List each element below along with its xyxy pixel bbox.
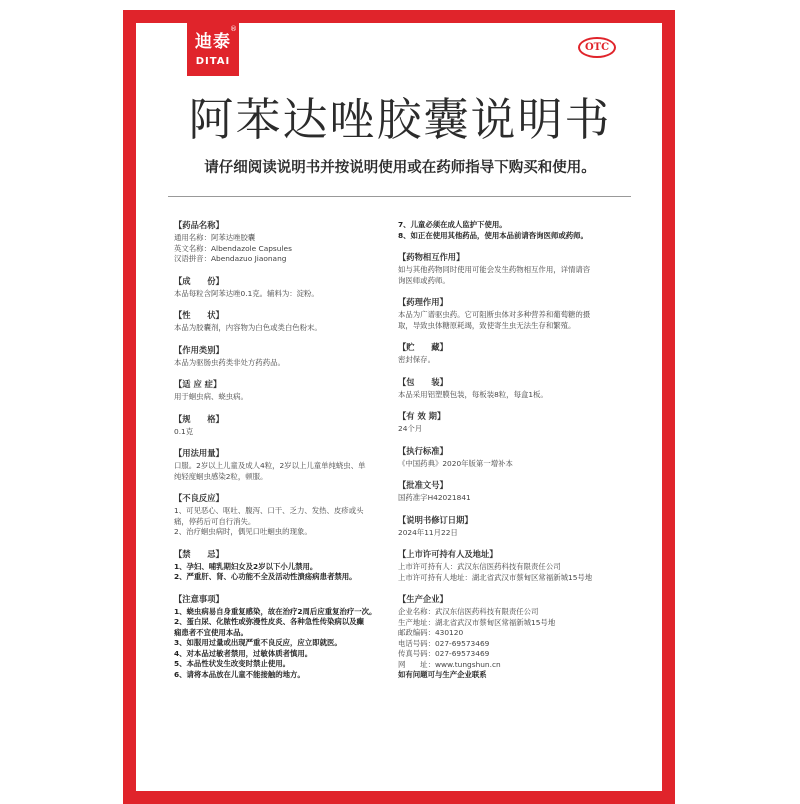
section xyxy=(398,377,612,401)
section-line: 4、对本品过敏者禁用，过敏体质者慎用。 xyxy=(174,648,313,658)
section xyxy=(174,276,388,300)
section-line: 1、蛲虫病易自身重复感染，故在治疗2周后应重复治疗一次。 xyxy=(174,606,377,616)
section-line: 2、蛋白尿、化脓性或弥漫性皮炎、各种急性传染病以及癫 xyxy=(174,617,364,626)
section-heading: 【成 份】 xyxy=(174,275,224,286)
section-line: 2024年11月22日 xyxy=(398,527,458,537)
section-line: 国药准字H42021841 xyxy=(398,493,471,502)
section-line: 2、严重肝、肾、心功能不全及活动性溃疡病患者禁用。 xyxy=(174,572,357,581)
left-column xyxy=(174,220,388,691)
section-line: 2、治疗蛔虫病时，偶见口吐蛔虫的现象。 xyxy=(174,527,312,536)
section-line: 传真号码：027-69573469 xyxy=(398,649,490,658)
section-line: 密封保存。 xyxy=(398,355,435,364)
section-heading: 【性 状】 xyxy=(174,310,224,320)
section-heading: 【药理作用】 xyxy=(398,297,448,307)
section-line: 0.1克 xyxy=(174,426,194,436)
section-line: 询医师或药师。 xyxy=(398,275,450,285)
divider xyxy=(168,196,631,197)
section xyxy=(398,480,612,504)
section-heading: 【说明书修订日期】 xyxy=(398,514,473,525)
section-heading: 【规 格】 xyxy=(174,413,224,424)
document-title: 阿苯达唑胶囊说明书 xyxy=(188,93,612,146)
section-line: 1、可见恶心、呕吐、腹泻、口干、乏力、发热、皮疹或头 xyxy=(174,506,364,515)
section-line: 本品采用铝塑膜包装，每板装8粒，每盒1板。 xyxy=(398,389,548,399)
section-heading: 【适 应 症】 xyxy=(174,379,222,389)
section-heading: 【上市许可持有人及地址】 xyxy=(398,549,498,559)
section-line: 本品每粒含阿苯达唑0.1克。辅料为：淀粉。 xyxy=(174,288,319,298)
section-heading: 【有 效 期】 xyxy=(398,411,446,421)
section xyxy=(174,414,388,438)
section xyxy=(398,297,612,331)
section-line: 痫患者不宜使用本品。 xyxy=(174,627,248,637)
section xyxy=(174,594,388,681)
section-line: 电话号码：027-69573469 xyxy=(398,638,490,648)
section-line: 痛，停药后可自行消失。 xyxy=(174,516,256,526)
right-column xyxy=(398,220,612,692)
section-heading: 【药物相互作用】 xyxy=(398,252,465,262)
section xyxy=(398,411,612,435)
section xyxy=(174,345,388,369)
section xyxy=(398,342,612,366)
section-heading: 【药品名称】 xyxy=(174,220,224,230)
section-line: 汉语拼音：Abendazuo Jiaonang xyxy=(174,254,287,263)
section xyxy=(174,379,388,403)
section-line: 邮政编码：430120 xyxy=(398,628,464,637)
section-heading: 【注意事项】 xyxy=(174,593,224,604)
section xyxy=(398,549,612,583)
section-heading: 【生产企业】 xyxy=(398,594,448,604)
brand-name-cn: 迪泰 xyxy=(195,32,231,52)
section-line: 口服。2岁以上儿童及成人4粒，2岁以上儿童单纯蛲虫、单 xyxy=(174,461,366,470)
section-heading: 【不良反应】 xyxy=(174,493,224,503)
section-line: 生产地址：湖北省武汉市蔡甸区常福新城15号地 xyxy=(398,617,556,627)
section xyxy=(398,446,612,470)
section-heading: 【用法用量】 xyxy=(174,448,224,458)
section-line: 24个月 xyxy=(398,424,423,433)
section-heading: 【禁 忌】 xyxy=(174,548,224,559)
section-line: 《中国药典》2020年版第一增补本 xyxy=(398,458,513,468)
section-heading: 【贮 藏】 xyxy=(398,342,448,352)
registered-mark: ® xyxy=(230,25,237,33)
section-continued-precautions xyxy=(398,220,612,241)
section xyxy=(174,549,388,583)
section xyxy=(398,252,612,286)
section xyxy=(174,493,388,538)
section xyxy=(398,515,612,539)
otc-badge: OTC xyxy=(578,37,616,58)
section-line: 1、孕妇、哺乳期妇女及2岁以下小儿禁用。 xyxy=(174,561,318,571)
section-line: 上市许可持有人地址：湖北省武汉市蔡甸区常福新城15号地 xyxy=(398,572,593,582)
section-heading: 【包 装】 xyxy=(398,376,448,387)
section-line: 7、儿童必须在成人监护下使用。 xyxy=(398,220,507,229)
section-heading: 【执行标准】 xyxy=(398,445,448,456)
section-line: 本品为广谱驱虫药。它可阻断虫体对多种营养和葡萄糖的摄 xyxy=(398,310,591,319)
section-line: 上市许可持有人：武汉东信医药科技有限责任公司 xyxy=(398,562,561,571)
section-note: 如有问题可与生产企业联系 xyxy=(398,670,487,679)
section-line: 企业名称：武汉东信医药科技有限责任公司 xyxy=(398,607,539,616)
section-line: 本品为胶囊剂，内容物为白色或类白色粉末。 xyxy=(174,323,322,332)
brand-logo xyxy=(187,23,239,76)
section-line: 如与其他药物同时使用可能会发生药物相互作用，详情请咨 xyxy=(398,265,591,274)
section-line: 纯轻度蛔虫感染2粒，顿服。 xyxy=(174,471,268,481)
brand-name-en: DITAI xyxy=(195,56,231,67)
section-line: 用于蛔虫病、蛲虫病。 xyxy=(174,392,248,401)
section xyxy=(174,310,388,334)
section-line: 6、请将本品放在儿童不能接触的地方。 xyxy=(174,669,305,679)
section-line: 本品为驱肠虫药类非处方药药品。 xyxy=(174,357,285,367)
section-line: 网 址：www.tungshun.cn xyxy=(398,659,501,669)
section-line: 通用名称：阿苯达唑胶囊 xyxy=(174,233,256,242)
document-subtitle: 请仔细阅读说明书并按说明使用或在药师指导下购买和使用。 xyxy=(204,160,596,176)
section-line: 8、如正在使用其他药品，使用本品前请咨询医师或药师。 xyxy=(398,230,588,240)
section xyxy=(398,594,612,681)
section-line: 取，导致虫体糖原耗竭，致使寄生虫无法生存和繁殖。 xyxy=(398,320,576,330)
section-heading: 【作用类别】 xyxy=(174,344,224,355)
section-line: 5、本品性状发生改变时禁止使用。 xyxy=(174,659,291,668)
section xyxy=(174,448,388,482)
section-line: 3、如服用过量或出现严重不良反应，应立即就医。 xyxy=(174,638,342,647)
section-heading: 【批准文号】 xyxy=(398,480,448,490)
section xyxy=(174,220,388,265)
section-line: 英文名称：Albendazole Capsules xyxy=(174,243,292,253)
